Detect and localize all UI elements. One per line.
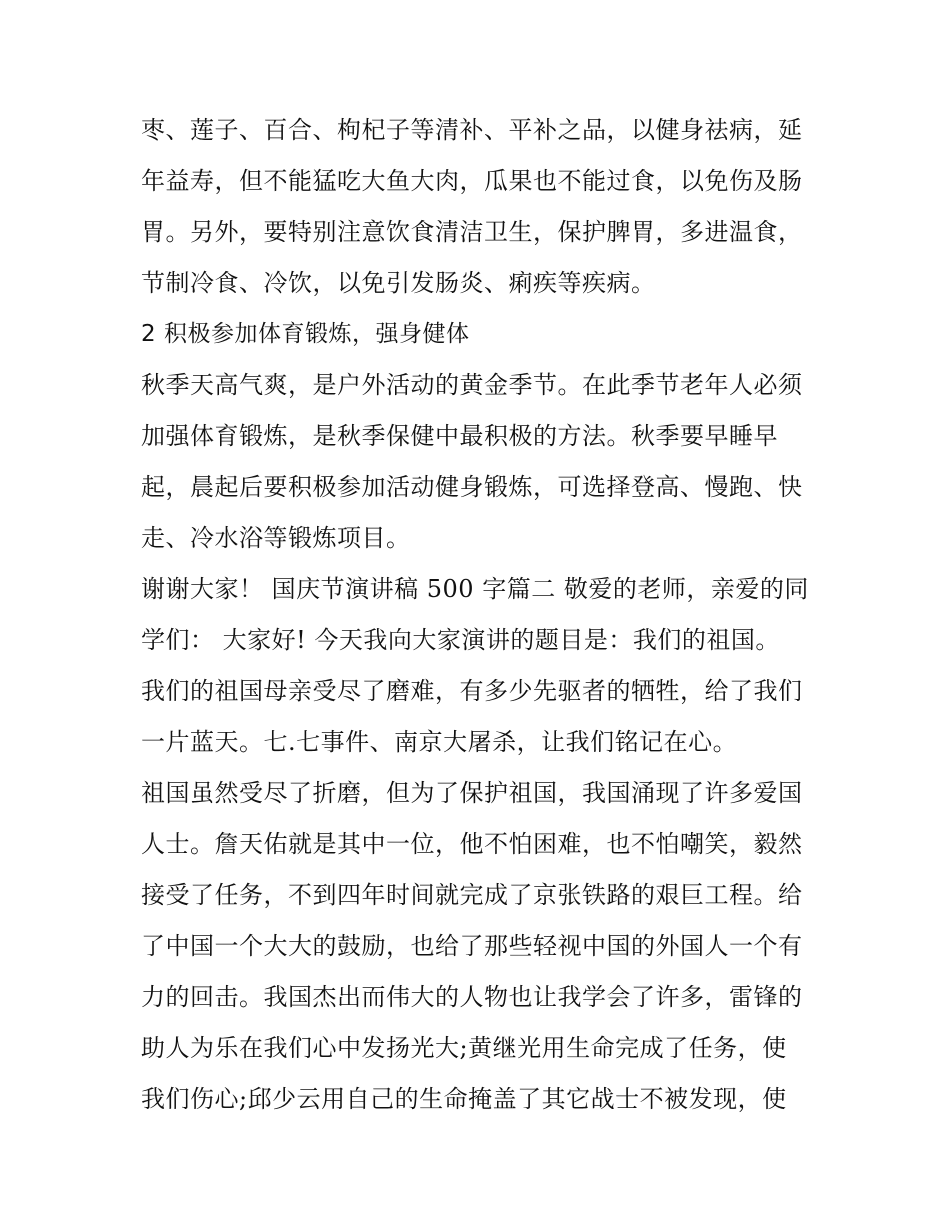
text-line: 我们伤心;邱少云用自己的生命掩盖了其它战士不被发现，使 [141,1085,787,1113]
text-line: 节制冷食、冷饮，以免引发肠炎、痢疾等疾病。 [141,269,656,297]
section-heading: 2 积极参加体育锻炼，强身健体 [141,321,470,347]
text-line: 加强体育锻炼，是秋季保健中最积极的方法。秋季要早睡早 [141,422,778,450]
text-line: 了中国一个大大的鼓励，也给了那些轻视中国的外国人一个有 [141,932,803,960]
text-line: 助人为乐在我们心中发扬光大;黄继光用生命完成了任务，使 [141,1034,787,1062]
text-line: 年益寿，但不能猛吃大鱼大肉，瓜果也不能过食，以免伤及肠 [141,167,803,195]
text-line: 我们的祖国母亲受尽了磨难，有多少先驱者的牺牲，给了我们 [141,677,803,705]
text-line: 走、冷水浴等锻炼项目。 [141,524,411,552]
text-line: 力的回击。我国杰出而伟大的人物也让我学会了许多，雷锋的 [141,983,803,1011]
text-line: 祖国虽然受尽了折磨，但为了保护祖国，我国涌现了许多爱国 [141,779,803,807]
text-line: 学们： 大家好! 今天我向大家演讲的题目是：我们的祖国。 [141,626,780,654]
text-line: 胃。另外，要特别注意饮食清洁卫生，保护脾胃，多进温食， [141,218,803,246]
text-line: 人士。詹天佑就是其中一位，他不怕困难，也不怕嘲笑，毅然 [141,830,803,858]
text-line: 谢谢大家！ 国庆节演讲稿 500 字篇二 敬爱的老师，亲爱的同 [141,575,809,603]
text-line: 秋季天高气爽，是户外活动的黄金季节。在此季节老年人必须 [141,371,803,399]
text-line: 起，晨起后要积极参加活动健身锻炼，可选择登高、慢跑、快 [141,473,803,501]
text-line: 一片蓝天。七.七事件、南京大屠杀，让我们铭记在心。 [141,728,738,756]
text-line: 接受了任务，不到四年时间就完成了京张铁路的艰巨工程。给 [141,881,803,909]
text-line: 枣、莲子、百合、枸杞子等清补、平补之品，以健身祛病，延 [141,116,803,144]
document-body [141,105,813,1125]
